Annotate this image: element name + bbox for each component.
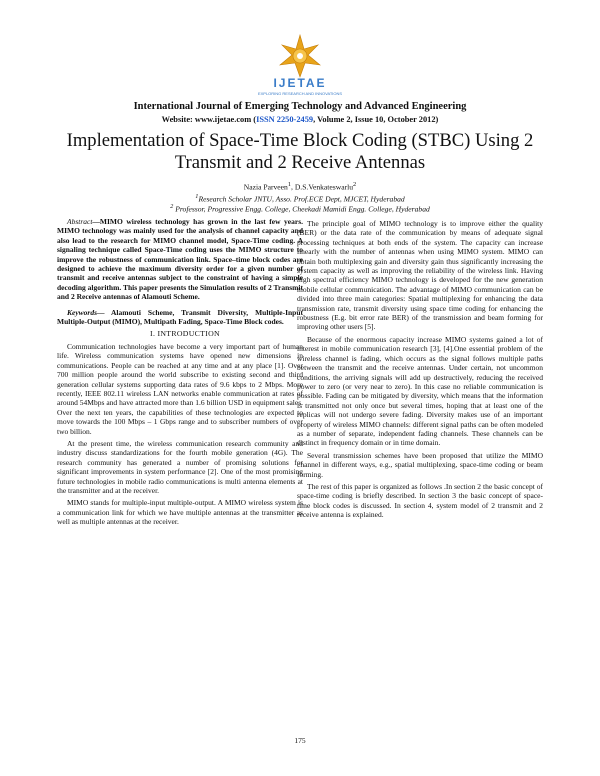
intro-paragraph-2: At the present time, the wireless communication research community and industry discuss standardizations for the fourth mobile generation (4G). The research community has generated a number of promising solutions for significant improvements in system performance [2]. One of the most promising future technologies in mobile radio communications is multi antenna elements at the transmitter and at the receiver. [57, 438, 303, 495]
left-column [57, 217, 303, 530]
page-number: 175 [294, 736, 306, 745]
website-prefix: Website: www.ijetae.com ( [161, 115, 257, 124]
affiliation-2 [0, 203, 600, 214]
author-1: Nazia Parveen [243, 182, 288, 192]
website-suffix: , Volume 2, Issue 10, October 2012) [313, 115, 439, 124]
keywords [57, 308, 303, 327]
abstract-text: —MIMO wireless technology has grown in the last few years. MIMO technology was mainly used for the analysis of channel capacity and also lead to the research for MIMO channel model, Space-Time coding. A signaling technique called Space-Time coding uses the MIMO structure to improve the robustness of communication link. Space–time block codes are designed to achieve the maximum diversity order for a given number of transmit and receive antennas subject to the constraint of having a simple decoding algorithm. This paper presents the Simulation results of 2 Transmit and 2 Receive antennas of Alamouti Scheme. [57, 217, 303, 302]
affiliation-1-text: Research Scholar JNTU, Asso. Prof.ECE Dept, MJCET, Hyderabad [198, 194, 405, 204]
author-2: , D.S.Venkateswarlu [291, 182, 354, 192]
logo-tagline: EXPLORING RESEARCH AND INNOVATIONS [257, 91, 343, 96]
right-column [297, 219, 543, 523]
star-emblem-icon [248, 34, 352, 78]
affiliation-2-text: Professor, Progressive Engg. College, Cheekadi Mamidi Engg. College, Hyderabad [173, 204, 430, 214]
abstract-lead: Abstract [67, 217, 93, 226]
affiliation-2-sup: 2 [170, 203, 174, 210]
body-paragraph-2: Because of the enormous capacity increase MIMO systems gained a lot of interest in mobile communication research [3], [4].One essential problem of the wireless channel is fading, which occurs as the signal follows multiple paths between the transmit and the receive antennas. Under certain, not uncommon conditions, the arriving signals will add up destructively, reducing the received power to zero (or very near to zero). In this case no reliable communication is possible. Fading can be mitigated by diversity, which means that the information is transmitted not only once but several times, hoping that at least one of the replicas will not undergo severe fading. Diversity makes use of an important property of wireless MIMO channels: different signal paths can be often modeled as a number of separate, independent fading channels. These channels can be distinct in frequency domain or in time domain. [297, 334, 543, 448]
abstract [57, 217, 303, 302]
author-list [0, 181, 600, 192]
paper-title: Implementation of Space-Time Block Coding (STBC) Using 2 Transmit and 2 Receive Antennas [66, 130, 534, 173]
keywords-lead: Keywords [67, 307, 97, 317]
body-paragraph-4: The rest of this paper is organized as follows .In section 2 the basic concept of space-time coding is briefly described. In section 3 the basic concept of space-time block codes is discussed. In section 4, system model of 2 transmit and 2 receive antenna is explained. [297, 481, 543, 520]
logo-name: IJETAE [273, 76, 327, 90]
keywords-text: — Alamouti Scheme, Transmit Diversity, Multiple-Input Multiple-Output (MIMO), Multipath Fading, Space-Time Block codes. [57, 307, 303, 327]
journal-logo [248, 34, 352, 100]
body-paragraph-1: The principle goal of MIMO technology is to improve either the quality (BER) or the data rate of the communication by means of adequate signal processing techniques at both ends of the system. The capacity can increase linearly with the number of antennas when using MIMO system. MIMO can obtain both multiplexing gain and diversity gain thus significantly increasing the system capacity as well as improving the reliability of the wireless link. Having high spectral efficiency MIMO technology is developed for the new generation mobile cellular communication. The advantage of MIMO communication can be divided into three main categories: Spatial multiplexing for enhancing the data transmission rate, transmit diversity using space time coding for enhancing the robustness (E.g. bit error rate BER) of the transmission and beam forming for improving other users [5]. [297, 219, 543, 332]
author-2-sup: 2 [353, 181, 357, 188]
journal-website [0, 115, 600, 124]
intro-paragraph-1: Communication technologies have become a very important part of human life. Wireless communication systems have opened new dimensions in communications. People can be reached at any time and at any place [1]. Over 700 million people around the world subscribe to existing second and third generation cellular systems supporting data rates of 9.6 kbps to 2 Mbps. More recently, IEEE 802.11 wireless LAN networks enable communication at rates of around 54Mbps and have attracted more than 1.6 billion USD in equipment sales. Over the next ten years, the capabilities of these technologies are expected to move towards the 100 Mbps – 1 Gbps range and to subscriber numbers of over two billion. [57, 341, 303, 436]
affiliation-1-sup: 1 [195, 193, 199, 200]
author-1-sup: 1 [287, 181, 292, 188]
body-paragraph-3: Several transmission schemes have been proposed that utilize the MIMO channel in different ways, e.g., spatial multiplexing, space-time coding or beam forming. [297, 450, 543, 479]
issn-link[interactable]: ISSN 2250-2459 [256, 115, 314, 124]
journal-name: International Journal of Emerging Technology and Advanced Engineering [133, 101, 467, 112]
intro-paragraph-3: MIMO stands for multiple-input multiple-output. A MIMO wireless system is a communication link for which we have multiple antennas at the transmitter as well as multiple antennas at the receiver. [57, 498, 303, 527]
section-heading-introduction: I. INTRODUCTION [150, 329, 220, 339]
affiliation-1 [0, 193, 600, 204]
